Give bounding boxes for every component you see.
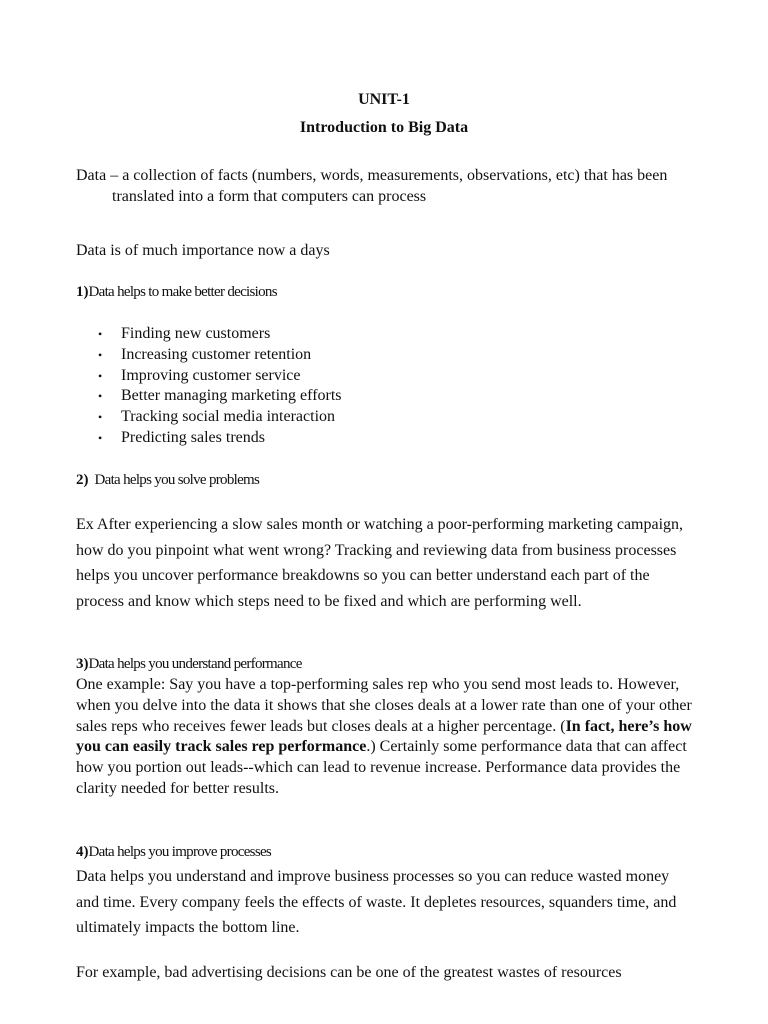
- section-3-number: 3): [76, 656, 89, 672]
- list-item-text: Improving customer service: [121, 366, 301, 384]
- list-item: [76, 407, 342, 428]
- importance-statement: Data is of much importance now a days: [76, 242, 330, 259]
- bullet-icon: •: [98, 430, 103, 445]
- section-4-number: 4): [76, 844, 89, 860]
- sales-rep-performance-note: In fact, here’s how you can easily track sales rep performance: [76, 717, 692, 756]
- list-item: [76, 324, 342, 345]
- section-2-body: Ex After experiencing a slow sales month or watching a poor-performing marketing campaign, how do you pinpoint what went wrong? Tracking and reviewing data from business processes helps you uncover performance breakdowns so you can better understand each part of the process and know which steps need to be fixed and which are performing well.: [76, 516, 684, 610]
- section-3-body-end: .) Certainly some performance data that can affect how you portion out leads--which can lead to revenue increase. Performance data provides the clarity needed for better results.: [76, 738, 687, 797]
- list-item-text: Finding new customers: [121, 325, 271, 342]
- list-item: [76, 428, 342, 449]
- section-2-heading-text: Data helps you solve problems: [94, 472, 260, 488]
- section-2-heading: [76, 470, 696, 490]
- list-item-text: Better managing marketing efforts: [121, 387, 342, 405]
- section-3-heading: [76, 654, 696, 674]
- section-3-heading-text: Data helps you understand performance: [88, 656, 302, 672]
- bullet-icon: •: [98, 347, 103, 362]
- section-3-body-start: One example: Say you have a top-performing sales rep who you send most leads to. However, when you delve into the data it shows that she closes deals at a lower rate than one of your other sales reps who receives fewer leads but closes deals at a higher percentage. (: [76, 676, 692, 735]
- list-item: [76, 345, 342, 366]
- bullet-icon: •: [98, 410, 103, 425]
- data-definition: Data – a collection of facts (numbers, words, measurements, observations, etc) that has been translated into a form that computers can process: [76, 167, 668, 205]
- section-1-number: 1): [76, 284, 89, 300]
- section-1-heading-text: Data helps to make better decisions: [88, 284, 277, 300]
- bullet-icon: •: [98, 327, 103, 341]
- decision-benefits-list: [76, 324, 342, 449]
- section-1-heading: [76, 282, 696, 302]
- section-3-body: [76, 675, 696, 800]
- bullet-icon: •: [98, 368, 103, 383]
- bullet-icon: •: [98, 389, 103, 404]
- list-item-text: Increasing customer retention: [121, 345, 312, 363]
- section-4-heading-text: Data helps you improve processes: [88, 844, 272, 860]
- document-title: Introduction to Big Data: [299, 119, 469, 136]
- unit-title: UNIT-1: [358, 91, 410, 108]
- section-2-number: 2): [76, 472, 89, 488]
- list-item-text: Tracking social media interaction: [121, 408, 336, 426]
- section-4-example: For example, bad advertising decisions can be one of the greatest wastes of resources: [76, 964, 622, 981]
- section-4-body: Data helps you understand and improve business processes so you can reduce wasted money and time. Every company feels the effects of waste. It depletes resources, squanders time, and ultimately impacts the bottom line.: [76, 868, 677, 936]
- list-item: [76, 366, 342, 387]
- list-item: [76, 386, 342, 407]
- list-item-text: Predicting sales trends: [121, 428, 265, 446]
- section-4-heading: [76, 842, 696, 862]
